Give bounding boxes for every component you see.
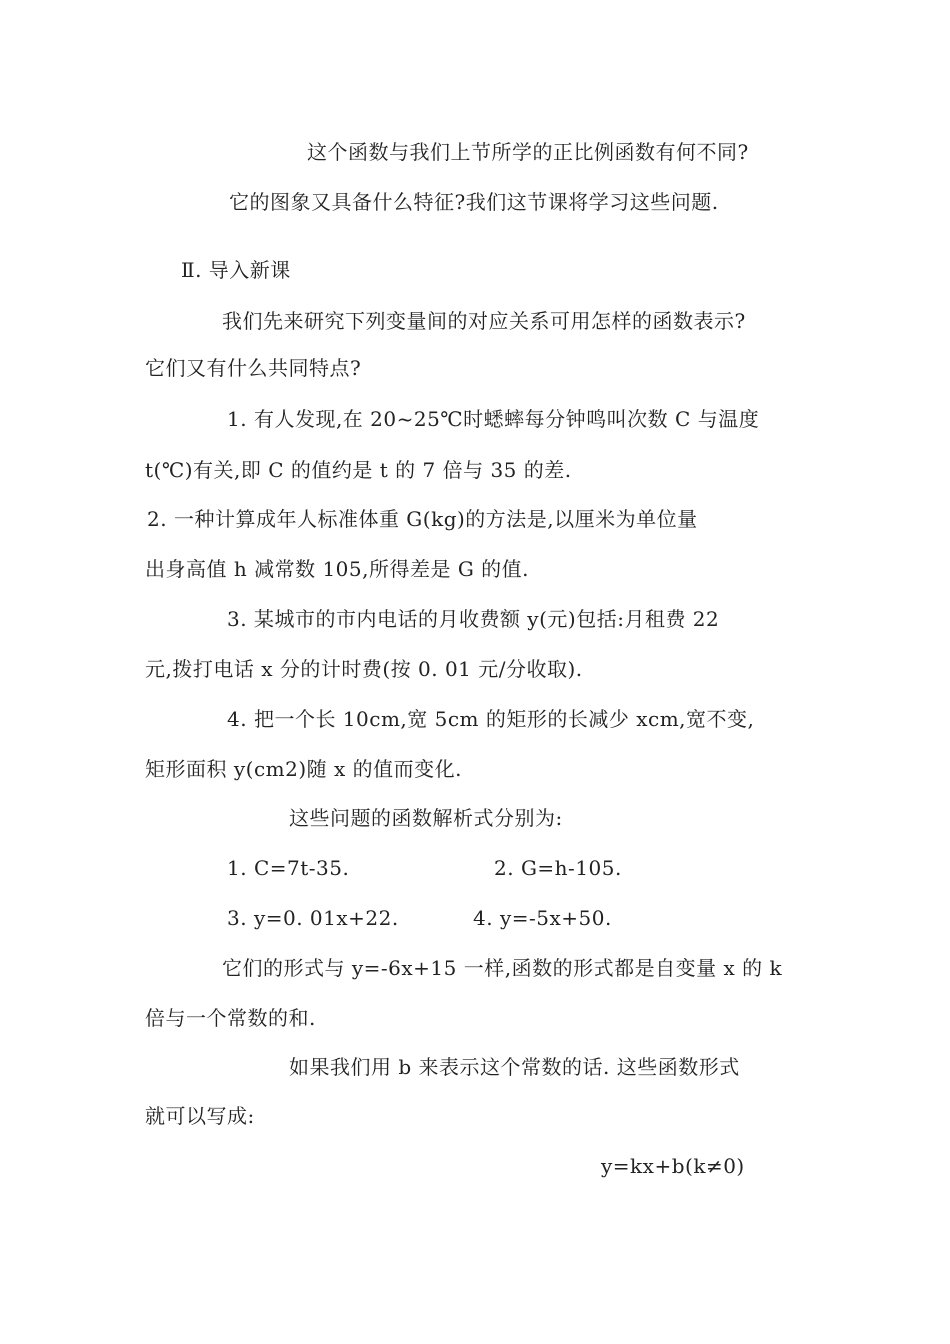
conclusion-line-2: 倍与一个常数的和. xyxy=(145,1006,316,1030)
problem-3-line-1: 3. 某城市的市内电话的月收费额 y(元)包括:月租费 22 xyxy=(227,607,720,631)
conclusion-line-1: 它们的形式与 y=-6x+15 一样,函数的形式都是自变量 x 的 k xyxy=(222,956,783,980)
problem-3-line-2: 元,拨打电话 x 分的计时费(按 0. 01 元/分收取). xyxy=(145,657,583,681)
problem-2-line-1: 2. 一种计算成年人标准体重 G(kg)的方法是,以厘米为单位量 xyxy=(147,507,698,531)
problem-2-line-2: 出身高值 h 减常数 105,所得差是 G 的值. xyxy=(145,557,530,581)
formula-3: 3. y=0. 01x+22. xyxy=(227,906,399,930)
formulas-intro: 这些问题的函数解析式分别为: xyxy=(289,806,563,830)
question-line-2: 它的图象又具备什么特征?我们这节课将学习这些问题. xyxy=(229,190,719,214)
section-heading: Ⅱ. 导入新课 xyxy=(181,258,291,282)
conclusion-line-4: 就可以写成: xyxy=(145,1104,255,1128)
problem-1-line-1: 1. 有人发现,在 20~25℃时蟋蟀每分钟鸣叫次数 C 与温度 xyxy=(227,407,760,431)
question-line-1: 这个函数与我们上节所学的正比例函数有何不同? xyxy=(307,140,749,164)
problem-1-line-2: t(℃)有关,即 C 的值约是 t 的 7 倍与 35 的差. xyxy=(145,458,572,482)
formula-2: 2. G=h-105. xyxy=(494,856,622,880)
intro-line-2: 它们又有什么共同特点? xyxy=(145,356,362,380)
formula-4: 4. y=-5x+50. xyxy=(473,906,612,930)
general-formula: y=kx+b(k≠0) xyxy=(601,1154,745,1178)
problem-4-line-1: 4. 把一个长 10cm,宽 5cm 的矩形的长减少 xcm,宽不变, xyxy=(227,707,755,731)
problem-4-line-2: 矩形面积 y(cm2)随 x 的值而变化. xyxy=(145,757,463,781)
conclusion-line-3: 如果我们用 b 来表示这个常数的话. 这些函数形式 xyxy=(289,1055,740,1079)
intro-line-1: 我们先来研究下列变量间的对应关系可用怎样的函数表示? xyxy=(222,309,746,333)
formula-1: 1. C=7t-35. xyxy=(227,856,350,880)
